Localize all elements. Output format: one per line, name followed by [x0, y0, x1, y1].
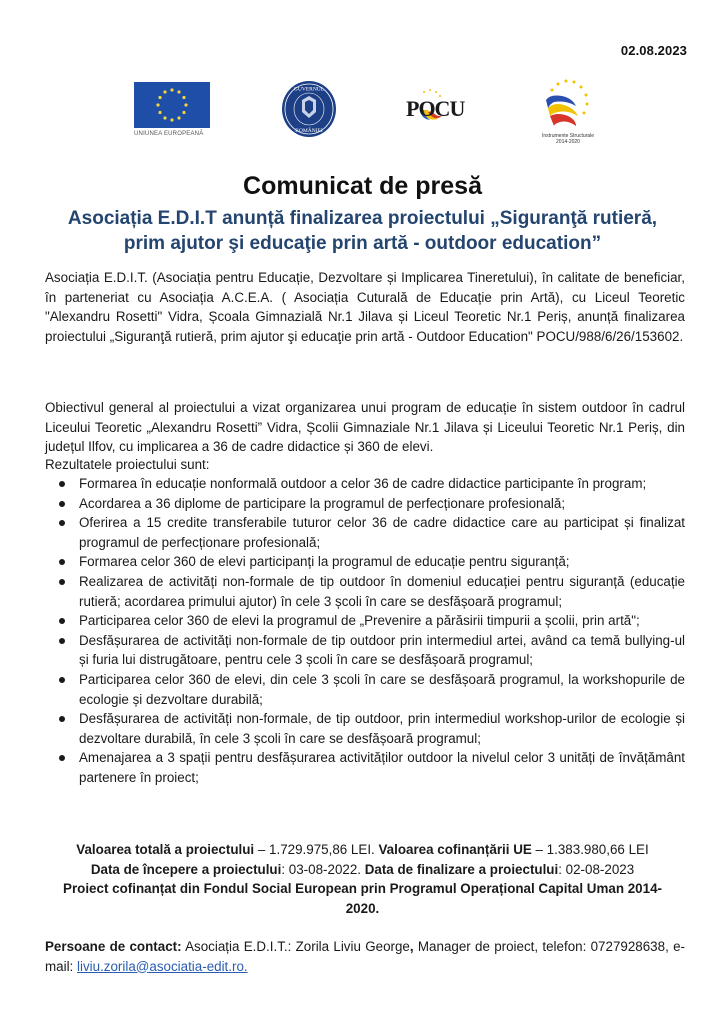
list-item: Amenajarea a 3 spații pentru desfășurarea activităților outdoor la nivelul celor 3 unități de învățământ partenere în proiect;	[45, 748, 685, 787]
bullet-icon	[59, 520, 65, 526]
bullet-icon	[59, 716, 65, 722]
objective-paragraph: Obiectivul general al proiectului a vizat organizarea unui program de educație în sistem outdoor în cadrul Liceului Teoretic „Alexandru Rosetti” Vidra, Școlii Gimnaziale Nr.1 Jilava și Liceului Teoretic Nr.1 Periș, din județul Ilfov, cu implicarea a 36 de cadre didactice și 360 de elevi.	[45, 400, 685, 455]
contact-org-name: Asociația E.D.I.T.: Zorila Liviu George	[181, 939, 410, 954]
bullet-icon	[59, 579, 65, 585]
total-value-label: Valoarea totală a proiectului	[76, 842, 255, 857]
results-intro: Rezultatele proiectului sunt:	[45, 457, 210, 472]
start-date: : 03-08-2022.	[281, 861, 365, 877]
eu-cofinancing-label: Valoarea cofinanțării UE	[378, 842, 532, 857]
list-item: Oferirea a 15 credite transferabile tuturor celor 36 de cadre didactice care au participat și finalizat programul de perfecționare profesională;	[45, 513, 685, 552]
page-title: Comunicat de presă	[243, 172, 482, 200]
eu-cofinancing-value: – 1.383.980,66 LEI	[531, 842, 649, 857]
list-item: Formarea în educație nonformală outdoor a celor 36 de cadre didactice participante în program;	[45, 474, 685, 494]
contact-role-phone: Manager de proiect, telefon: 0727928638, e-mail:	[45, 939, 685, 974]
contact-section: Persoane de contact: Asociația E.D.I.T.: Zorila Liviu George, Manager de proiect, telefon: 0727928638, e-mail: liviu.zorila@asociatia-edit.ro.	[45, 939, 685, 974]
bullet-icon	[59, 481, 65, 487]
instrumente-structurale-logo	[536, 78, 600, 153]
contact-email-link[interactable]: liviu.zorila@asociatia-edit.ro.	[77, 958, 248, 974]
guvernul-romaniei-logo	[280, 80, 338, 138]
start-date-label: Data de începere a proiectului	[90, 861, 282, 877]
svg-text:ROMÂNIEI: ROMÂNIEI	[295, 128, 323, 134]
end-date: : 02-08-2023	[558, 861, 635, 877]
list-item: Participarea celor 360 de elevi, din cele 3 școli în care se desfășoară programul, la workshopurile de ecologie și dezvoltare durabilă;	[45, 670, 685, 709]
eu-caption: UNIUNEA EUROPEANĂ	[134, 131, 204, 137]
instrumente-structurale-icon	[536, 78, 600, 133]
end-date-label: Data de finalizare a proiectului	[364, 861, 559, 877]
list-item: Desfășurarea de activități non-formale de tip outdoor prin intermediul artei, având ca temă bullying-ul și furia lui distrugătoare, pentru cele 3 școli în care se desfășoară programul;	[45, 631, 685, 670]
bullet-icon	[59, 677, 65, 683]
project-values-line	[30, 840, 695, 860]
instrumente-structurale-caption: Instrumente Structurale 2014-2020	[542, 133, 594, 145]
eu-flag-icon	[134, 82, 210, 128]
list-item: Participarea celor 360 de elevi la programul de „Prevenire a părăsirii timpurii a școlii, prin artă";	[45, 611, 685, 631]
list-item: Acordarea a 36 diplome de participare la programul de perfecționare profesională;	[45, 494, 685, 514]
list-item: Realizarea de activități non-formale de tip outdoor în domeniul educației pentru siguranță (educație rutieră; acordarea primului ajutor) în cele 3 școli în care se desfășoară programul;	[45, 572, 685, 611]
bullet-icon	[59, 755, 65, 761]
pocu-wordmark: POCU	[406, 96, 465, 121]
partner-logos	[0, 78, 725, 158]
project-summary	[30, 840, 695, 918]
bullet-icon	[59, 638, 65, 644]
bullet-icon	[59, 501, 65, 507]
contact-label: Persoane de contact:	[45, 939, 182, 954]
page-subtitle: Asociația E.D.I.T anunță finalizarea proiectului „Siguranţă rutieră, prim ajutor şi educaţie prin artă - outdoor education”	[67, 208, 658, 254]
svg-text:GUVERNUL: GUVERNUL	[293, 86, 325, 93]
list-item: Desfășurarea de activități non-formale, de tip outdoor, prin intermediul workshop-urilor de ecologie și dezvoltare durabilă, în cele 3 școli în care se desfășoară programul;	[45, 709, 685, 748]
intro-paragraph: Asociația E.D.I.T. (Asociația pentru Educație, Dezvoltare și Implicarea Tineretului), în calitate de beneficiar, în parteneriat cu Asociația A.C.E.A. ( Asociația Cuturală de Educație prin Artă), cu Liceul Teoretic "Alexandru Rosetti" Vidra, Școala Gimnazială Nr.1 Jilava și Liceul Teoretic Nr.1 Periș, anunță finalizarea proiectului „Siguranţă rutieră, prim ajutor şi educaţie prin artă - Outdoor Education" POCU/988/6/26/153602.	[45, 270, 685, 344]
funding-note: Proiect cofinanțat din Fondul Social European prin Programul Operațional Capital Uman 2014-2020.	[63, 881, 662, 916]
bullet-icon	[59, 618, 65, 624]
results-list	[45, 474, 685, 788]
pocu-logo	[400, 86, 470, 126]
government-seal-icon	[280, 80, 338, 138]
eu-flag-logo	[134, 82, 210, 137]
bullet-icon	[59, 559, 65, 565]
document-date: 02.08.2023	[620, 43, 687, 58]
project-dates-line	[30, 860, 695, 880]
list-item: Formarea celor 360 de elevi participanți la programul de educație pentru siguranță;	[45, 552, 685, 572]
total-value: – 1.729.975,86 LEI.	[254, 842, 379, 857]
